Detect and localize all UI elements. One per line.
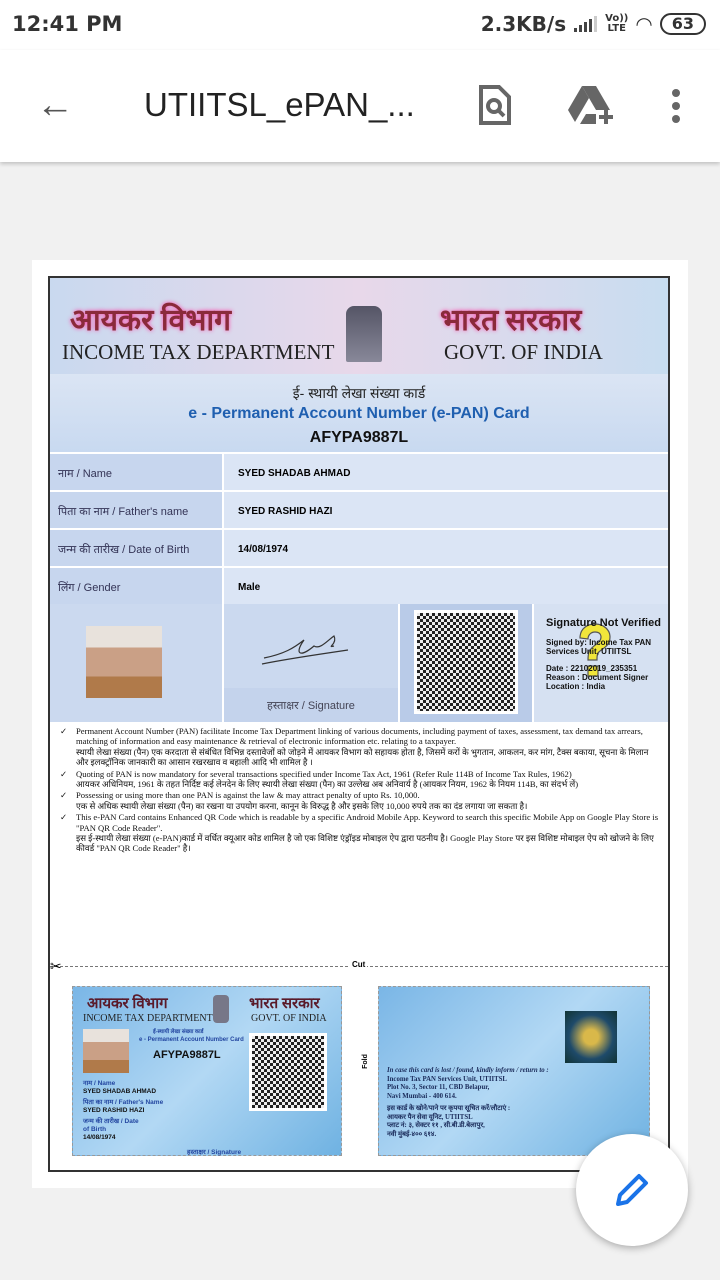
note-item xyxy=(60,726,660,768)
mini-father-label: पिता का नाम / Father's Name xyxy=(83,1099,164,1106)
mini-father: SYED RASHID HAZI xyxy=(83,1107,145,1114)
return-line: In case this card is lost / found, kindly inform / return to : xyxy=(387,1067,549,1074)
battery-icon: 63 xyxy=(660,13,706,35)
field-label: पिता का नाम / Father's name xyxy=(50,492,222,528)
photo-row xyxy=(50,604,668,722)
pan-number: AFYPA9887L xyxy=(309,429,409,446)
hologram-icon xyxy=(565,1011,617,1063)
note-item xyxy=(60,790,660,811)
mini-card-front xyxy=(72,986,342,1156)
qr-code xyxy=(414,610,518,714)
holder-photo xyxy=(86,626,162,698)
dept-hindi: आयकर विभाग xyxy=(70,304,232,337)
instructions-list xyxy=(60,726,660,855)
note-hi: आयकर अधिनियम, 1961 के तहत निर्दिष्ट कई लेनदेन के लिए स्थायी लेखा संख्या (पैन) का उल्लेख अब अनिवार्य है (आयकर नियम, 1962 के नियम 114B, का संदर्भ लें) xyxy=(76,779,579,790)
card-header xyxy=(50,278,668,374)
field-row-father xyxy=(50,492,668,528)
find-in-document-icon[interactable] xyxy=(478,84,512,131)
signed-by: Signed by: Income Tax PAN Services Unit, UTIITSL xyxy=(546,638,652,656)
card-title xyxy=(50,374,668,452)
field-value: Male xyxy=(224,568,668,604)
return-line: Income Tax PAN Services Unit, UTIITSL xyxy=(387,1075,507,1083)
volte-label: Vo)) xyxy=(605,13,629,24)
national-emblem-icon xyxy=(346,306,382,362)
field-row-name xyxy=(50,454,668,490)
mini-pan: AFYPA9887L xyxy=(153,1049,221,1061)
field-value: SYED RASHID HAZI xyxy=(224,492,668,528)
return-line: Plot No. 3, Sector 11, CBD Belapur, xyxy=(387,1084,490,1091)
field-row-gender xyxy=(50,568,668,604)
pencil-icon xyxy=(612,1170,652,1210)
dept-english: INCOME TAX DEPARTMENT xyxy=(62,340,335,364)
mini-govt-hindi: भारत सरकार xyxy=(249,996,320,1012)
wifi-icon: ◠ xyxy=(636,12,652,36)
more-vert-icon[interactable] xyxy=(670,88,682,129)
mini-name: SYED SHADAB AHMAD xyxy=(83,1088,157,1095)
status-bar xyxy=(0,0,720,50)
field-value: 14/08/1974 xyxy=(224,530,668,566)
status-time: 12:41 PM xyxy=(12,12,123,36)
document-title: UTIITSL_ePAN_... xyxy=(144,86,415,123)
back-arrow-icon[interactable]: ← xyxy=(36,84,74,126)
title-hindi: ई- स्थायी लेखा संख्या कार्ड xyxy=(292,385,426,401)
lte-label: LTE xyxy=(607,23,626,34)
return-address xyxy=(387,1067,549,1139)
signature-label: हस्ताक्षर / Signature xyxy=(224,688,398,722)
scissors-icon: ✂ xyxy=(50,958,62,974)
mini-card-back xyxy=(378,986,650,1156)
signature-reason: Reason : Document Signer xyxy=(546,673,649,682)
mini-dept-hindi: आयकर विभाग xyxy=(87,996,168,1012)
signature-cell xyxy=(224,604,398,722)
note-item xyxy=(60,812,660,854)
mini-title-en: e - Permanent Account Number Card xyxy=(139,1037,244,1043)
epan-card-document xyxy=(48,276,670,1172)
edit-fab-button[interactable] xyxy=(576,1134,688,1246)
return-line: प्लाट नं: ३, सेक्टर ११ , सी.बी.डी.बेलापुर, xyxy=(387,1122,485,1129)
govt-hindi: भारत सरकार xyxy=(440,304,582,337)
return-line: इस कार्ड के खोने/पाने पर कृपया सूचित करें/लौटाएं : xyxy=(387,1105,511,1112)
fold-label: Fold xyxy=(361,1054,369,1069)
signature-location: Location : India xyxy=(546,682,606,691)
mini-dept-english: INCOME TAX DEPARTMENT xyxy=(83,1013,213,1024)
note-hi: एक से अधिक स्थायी लेखा संख्या (पैन) का रखना या उपयोग करना, कानून के विरुद्ध है और इसके लिए 10,000 रुपये तक का दंड लगाया जा सकता है। xyxy=(76,800,528,811)
field-label: जन्म की तारीख / Date of Birth xyxy=(50,530,222,566)
return-line: आयकर पैन सेवा यूनिट, UTIITSL xyxy=(387,1113,473,1121)
mini-title-hi: ई-स्थायी लेखा संख्या कार्ड xyxy=(153,1029,204,1035)
mini-photo xyxy=(83,1029,129,1073)
signal-icon xyxy=(574,16,597,32)
title-english: e - Permanent Account Number (e-PAN) Card xyxy=(188,405,530,422)
pdf-page xyxy=(32,260,688,1188)
note-en: Permanent Account Number (PAN) facilitate Income Tax Department linking of various documents, including payment of taxes, assessment, tax demand tax arrears, matching of information and easy maintenance & retrieval of electronic information etc. relating to a taxpayer. xyxy=(76,726,643,747)
mini-dob: 14/08/1974 xyxy=(83,1134,116,1141)
mini-govt-english: GOVT. OF INDIA xyxy=(251,1013,327,1024)
field-label: नाम / Name xyxy=(50,454,222,490)
mini-dob-label: जन्म की तारीख / Date of Birth xyxy=(83,1118,139,1133)
qr-cell xyxy=(400,604,532,722)
return-line: Navi Mumbai - 400 614. xyxy=(387,1092,457,1100)
note-item xyxy=(60,769,660,790)
field-label: लिंग / Gender xyxy=(50,568,222,604)
net-speed: 2.3KB/s xyxy=(480,12,567,36)
return-line: नवी मुंबई-४०० ६१४. xyxy=(387,1130,437,1138)
field-row-dob xyxy=(50,530,668,566)
app-toolbar xyxy=(0,50,720,162)
mini-emblem-icon xyxy=(213,995,229,1023)
digital-signature-cell xyxy=(534,604,668,722)
note-en: This e-PAN Card contains Enhanced QR Code which is readable by a specific Android Mobile App. Keyword to search this specific Mobile App on Google Play Store is "PAN QR Code Reader". xyxy=(76,812,659,833)
note-en: Possessing or using more than one PAN is against the law & may attract penalty of upto Rs. 10,000. xyxy=(76,790,420,801)
photo-cell xyxy=(50,604,222,722)
note-en: Quoting of PAN is now mandatory for several transactions specified under Income Tax Act, 1961 (Refer Rule 114B of Income Tax Rules, 1962) xyxy=(76,768,572,779)
mini-name-label: नाम / Name xyxy=(83,1080,116,1087)
volte-icon xyxy=(605,14,628,34)
mini-fields xyxy=(83,1077,173,1142)
cut-label: Cut xyxy=(352,960,366,969)
signature-date: Date : 22102019_235351 xyxy=(546,664,638,673)
add-to-drive-icon[interactable] xyxy=(568,84,616,131)
note-hi: इस ई-स्थायी लेखा संख्या (e-PAN)कार्ड में वर्धित क्यूआर कोड शामिल है जो एक विशिष्ट एंड्रॉइड मोबाइल ऐप द्वारा पठनीय है। Google Play Store पर इस विशिष्ट मोबाइल ऐप को खोजने के लिए कीवर्ड "PAN QR Code Reader" है। xyxy=(76,833,654,854)
mini-qr-code xyxy=(249,1033,327,1111)
note-hi: स्थायी लेखा संख्या (पैन) एक करदाता से संबंधित विभिन्न दस्तावेजों को जोड़ने में आयकर विभाग को सहायक होता है, जिसमें करों के भुगतान, आकलन, कर मांग, टैक्स बकाया, सूचना के मिलान और इलक्ट्रॉनिक जानकारी का आसान रखरखाव व बहाली आदि भी शामिल है । xyxy=(76,746,649,768)
signature-image xyxy=(260,628,350,668)
field-value: SYED SHADAB AHMAD xyxy=(224,454,668,490)
govt-english: GOVT. OF INDIA xyxy=(444,340,603,364)
signature-status: Signature Not Verified xyxy=(546,617,661,629)
mini-signature-label: हस्ताक्षर / Signature xyxy=(187,1149,242,1156)
